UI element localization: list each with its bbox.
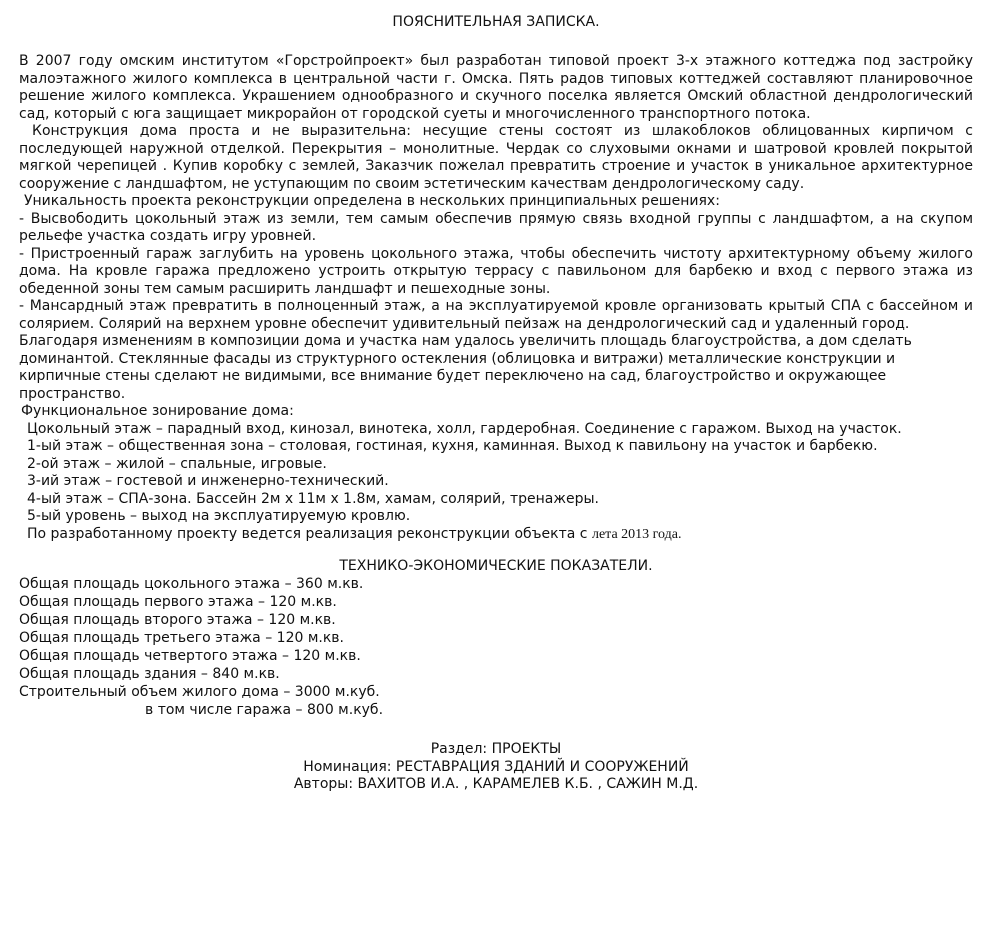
zoning-item: 3-ий этаж – гостевой и инженерно-технический. — [27, 473, 389, 489]
uniqueness-paragraph: Уникальность проекта реконструкции определена в нескольких принципиальных решениях: — [24, 193, 720, 209]
zoning-item: 4-ый этаж – СПА-зона. Бассейн 2м х 11м х 1.8м, хамам, солярий, тренажеры. — [27, 490, 599, 507]
tep-item: Общая площадь четвертого этажа – 120 м.кв. — [19, 648, 361, 664]
construction-paragraph: Конструкция дома проста и не выразительна: несущие стены состоят из шлакоблоков облицованных кирпичом с последующей наружной отделкой. Перекрытия – монолитные. Чердак со слуховыми окнами и шатровой кровлей покрытой мягкой черепицей . Купив коробку с землей, Заказчик пожелал превратить строение и участок в уникальное архитектурное сооружение с ландшафтом, не уступающим по своим эстетическим качествам дендрологическому саду. — [19, 123, 973, 192]
document-page — [19, 14, 973, 924]
zoning-heading: Функциональное зонирование дома: — [21, 403, 294, 419]
credits-authors: Авторы: ВАХИТОВ И.А. , КАРАМЕЛЕВ К.Б. , САЖИН М.Д. — [293, 776, 699, 792]
implementation-note-date: лета 2013 года. — [591, 526, 682, 542]
credits-block — [19, 741, 973, 794]
point-3-paragraph: - Мансардный этаж превратить в полноценный этаж, а на эксплуатируемой кровле организовать крытый СПА с бассейном и солярием. Солярий на верхнем уровне обеспечит удивительный пейзаж на дендрологический сад и удаленный город. — [19, 298, 973, 332]
tep-list — [19, 575, 973, 701]
intro-paragraph: В 2007 году омским институтом «Горстройпроект» был разработан типовой проект 3-х этажного коттеджа под застройку малоэтажного жилого комплекса в центральной части г. Омска. Пять радов типовых коттеджей составляют планировочное решение жилого комплекса. Украшением однообразного и скучного поселка является Омский областной дендрологический сад, который с юга защищает микрорайон от городской суеты и многочисленного транспортного потока. — [19, 53, 973, 122]
implementation-note-text: По разработанному проекту ведется реализация реконструкции объекта с — [27, 525, 592, 542]
thanks-paragraph: Благодаря изменениям в композиции дома и участка нам удалось увеличить площадь благоустройства, а дом сделать доминантой. Стеклянные фасады из структурного остекления (облицовка и витражи) металлические конструкции и кирпичные стены сделают не видимыми, все внимание будет переключено на сад, благоустройство и окружающее пространство. — [19, 333, 912, 402]
document-title: ПОЯСНИТЕЛЬНАЯ ЗАПИСКА. — [392, 14, 600, 30]
tep-item: Общая площадь третьего этажа – 120 м.кв. — [19, 630, 345, 646]
tep-item: Общая площадь цокольного этажа – 360 м.кв. — [19, 576, 364, 592]
zoning-item: Цокольный этаж – парадный вход, кинозал, винотека, холл, гардеробная. Соединение с гаражом. Выход на участок. — [27, 420, 902, 437]
credits-nomination: Номинация: РЕСТАВРАЦИЯ ЗДАНИЙ И СООРУЖЕНИЙ — [303, 758, 689, 775]
point-1-paragraph: - Высвободить цокольный этаж из земли, тем самым обеспечив прямую связь входной группы с ландшафтом, а на скупом рельефе участка создать игру уровней. — [19, 210, 973, 244]
tep-title: ТЕХНИКО-ЭКОНОМИЧЕСКИЕ ПОКАЗАТЕЛИ. — [339, 558, 653, 574]
tep-item: Общая площадь второго этажа – 120 м.кв. — [19, 612, 336, 628]
tep-item: Строительный объем жилого дома – 3000 м.куб. — [19, 684, 380, 700]
zoning-item: 1-ый этаж – общественная зона – столовая, гостиная, кухня, каминная. Выход к павильону на участок и барбекю. — [27, 438, 878, 454]
implementation-note — [19, 526, 973, 544]
credits-section: Раздел: ПРОЕКТЫ — [430, 741, 562, 757]
tep-item: Общая площадь здания – 840 м.кв. — [19, 666, 280, 682]
zoning-item: 5-ый уровень – выход на эксплуатируемую кровлю. — [27, 508, 411, 524]
point-2-paragraph: - Пристроенный гараж заглубить на уровень цокольного этажа, чтобы обеспечить чистоту архитектурному объему жилого дома. На кровле гаража предложено устроить открытую террасу с павильоном для барбекю и вход с первого этажа из обеденной зоны тем самым расширить ландшафт и пешеходные зоны. — [19, 245, 973, 297]
zoning-item: 2-ой этаж – жилой – спальные, игровые. — [27, 455, 327, 472]
tep-garage-volume: в том числе гаража – 800 м.куб. — [145, 702, 384, 718]
zoning-list — [19, 421, 973, 526]
tep-item: Общая площадь первого этажа – 120 м.кв. — [19, 594, 337, 610]
